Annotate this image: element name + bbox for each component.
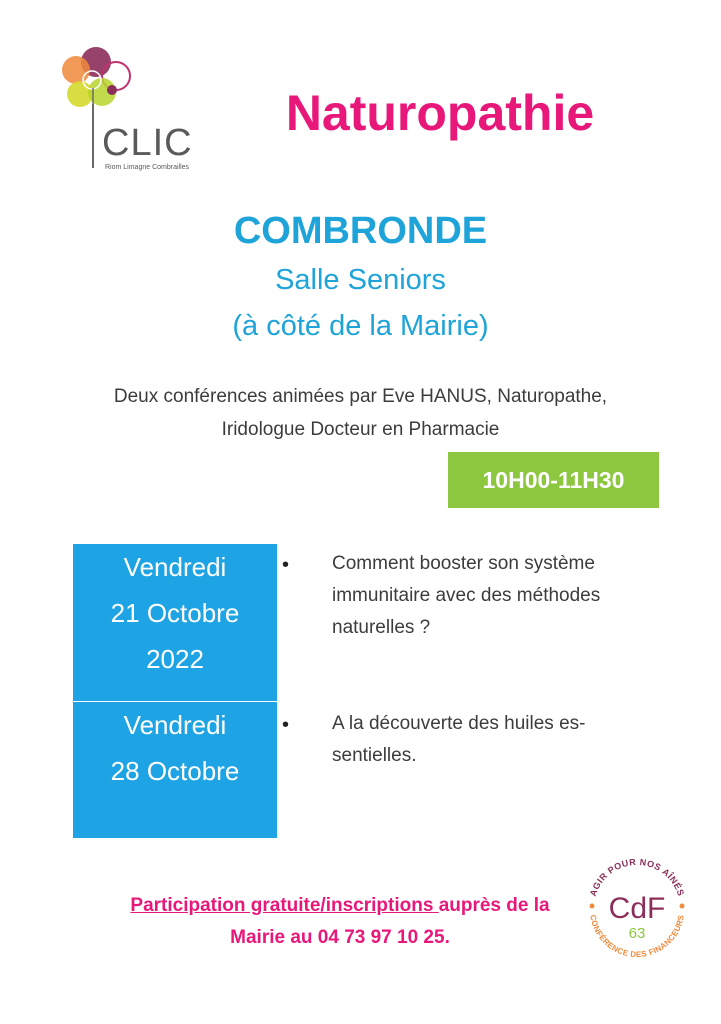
cdf-bottom-arc: CONFÉRENCE DES FINANCEURS	[588, 914, 686, 960]
intro-line-2: Iridologue Docteur en Pharmacie	[221, 419, 500, 440]
session-date-line: 21 Octobre	[110, 598, 240, 628]
registration-underlined: Participation gratuite/inscriptions	[130, 895, 439, 916]
location-city: COMBRONDE	[233, 210, 488, 252]
cdf-top-arc: AGIR POUR NOS AÎNÉS	[587, 856, 687, 898]
cdf-mark: CdF	[608, 892, 666, 925]
intro-text	[0, 380, 721, 446]
session-topic-line: Comment booster son système	[332, 553, 595, 574]
session-topic-line: sentielles.	[332, 745, 417, 766]
bullet-icon: •	[282, 714, 290, 736]
location-note: (à côté de la Mairie)	[232, 310, 489, 342]
session-date-line: 2022	[146, 644, 204, 674]
intro-line-1: Deux conférences animées par Eve HANUS, Naturopathe,	[113, 386, 608, 407]
registration-rest: auprès de la	[438, 895, 550, 916]
session-topic	[332, 708, 652, 772]
session-date-box	[73, 544, 277, 701]
time-badge: 10H00-11H30	[448, 452, 659, 508]
session-topic-line: immunitaire avec des méthodes	[332, 585, 601, 606]
clic-logo-word: CLIC	[102, 122, 193, 164]
session-topic-line: A la découverte des huiles es-	[332, 713, 586, 734]
session-topic-line: naturelles ?	[332, 617, 431, 638]
cdf-logo	[578, 848, 696, 966]
registration-phone-line: Mairie au 04 73 97 10 25.	[230, 927, 450, 948]
session-date-line: Vendredi	[123, 552, 227, 582]
clic-logo-subtitle: Riom Limagne Combrailles	[105, 164, 190, 171]
session-date-line: Vendredi	[123, 710, 227, 740]
clic-logo	[58, 44, 208, 174]
session-topic	[332, 548, 652, 644]
registration-note	[60, 890, 620, 954]
bullet-icon: •	[282, 554, 290, 576]
page-title: Naturopathie	[285, 85, 595, 141]
session-date-line: 28 Octobre	[110, 756, 240, 786]
cdf-number: 63	[628, 925, 646, 942]
location-room: Salle Seniors	[275, 264, 446, 296]
session-date-box	[73, 702, 277, 838]
